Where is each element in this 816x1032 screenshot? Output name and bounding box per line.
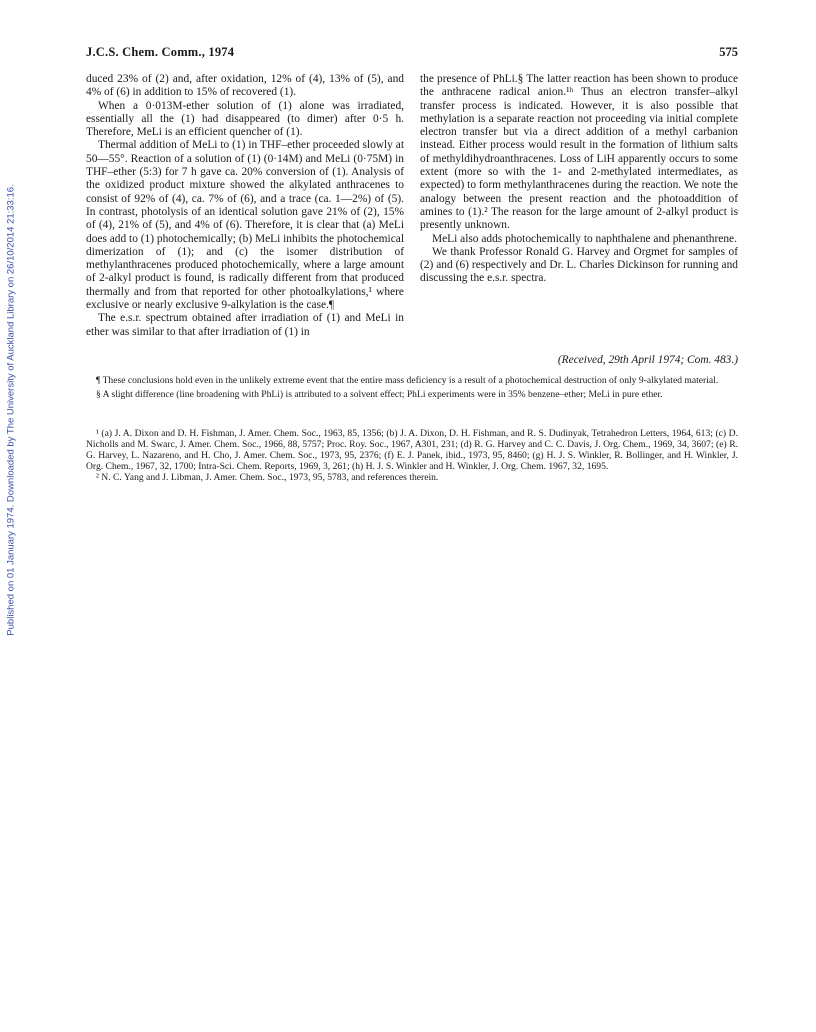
- paragraph: The e.s.r. spectrum obtained after irradiation of (1) and MeLi in ether was similar to that after irradiation of (1) in: [86, 312, 404, 338]
- right-column: [420, 73, 738, 286]
- footnotes: [86, 375, 738, 403]
- references: [86, 428, 738, 483]
- reference: ² N. C. Yang and J. Libman, J. Amer. Chem. Soc., 1973, 95, 5783, and references therein.: [96, 472, 439, 484]
- footnote: ¶ These conclusions hold even in the unlikely extreme event that the entire mass deficiency is a result of a photochemical destruction of only 9-alkylated material.: [96, 375, 719, 386]
- footnote: § A slight difference (line broadening with PhLi) is attributed to a solvent effect; PhLi experiments were in 35% benzene–ether; MeLi in pure ether.: [96, 389, 663, 401]
- paragraph: duced 23% of (2) and, after oxidation, 12% of (4), 13% of (5), and 4% of (6) in addition to 15% of recovered (1).: [86, 73, 404, 99]
- paragraph: Thermal addition of MeLi to (1) in THF–ether proceeded slowly at 50—55°. Reaction of a solution of (1) (0·14M) and MeLi (0·75M) in THF–ether (5:3) for 7 h gave ca. 20% conversion of (1). Analysis of the oxidized product mixture showed the alkylated anthracenes to consist of 92% of (4), ca. 7% of (6), and a trace (ca. 1—2%) of (5). In contrast, photolysis of an identical solution gave 21% of (2), 15% of (4), 21% of (5), and 4% of (6). Therefore, it is clear that (a) MeLi does add to (1) photochemically; (b) MeLi inhibits the photochemical dimerization of (1); and (c) the isomer distribution of methylanthracenes produced photochemically, where a large amount of 2-alkyl product is found, is radically different from that produced thermally and from that reported for other photoalkylations,¹ where exclusive or nearly exclusive 9-alkylation is the case.¶: [86, 139, 404, 312]
- reference: ¹ (a) J. A. Dixon and D. H. Fishman, J. Amer. Chem. Soc., 1963, 85, 1356; (b) J. A. Dixon, D. H. Fishman, and R. S. Dudinyak, Tetrahedron Letters, 1964, 613; (c) D. Nicholls and M. Swarc, J. Amer. Chem. Soc., 1966, 88, 5757; Proc. Roy. Soc., 1967, A301, 231; (d) R. G. Harvey and C. C. Davis, J. Org. Chem., 1969, 34, 3607; (e) R. G. Harvey, L. Nazareno, and H. Cho, J. Amer. Chem. Soc., 1973, 95, 2376; (f) E. J. Panek, ibid., 1973, 95, 8460; (g) H. J. S. Winkler, R. Bollinger, and H. Winkler, J. Org. Chem., 1967, 32, 1700; Intra-Sci. Chem. Reports, 1969, 3, 261; (h) H. J. S. Winkler and H. Winkler, J. Org. Chem. 1967, 32, 1695.: [86, 428, 738, 473]
- paragraph: When a 0·013M-ether solution of (1) alone was irradiated, essentially all the (1) had disappeared (to dimer) after 0·5 h. Therefore, MeLi is an efficient quencher of (1).: [86, 99, 404, 139]
- watermark-text: Published on 01 January 1974. Downloaded by The University of Auckland Library on 26/10/2014 21:33:16.: [5, 184, 17, 636]
- paragraph: MeLi also adds photochemically to naphthalene and phenanthrene.: [432, 232, 737, 245]
- left-column: [86, 73, 404, 339]
- journal-title: J.C.S. Chem. Comm., 1974: [86, 45, 235, 59]
- paragraph: the presence of PhLi.§ The latter reaction has been shown to produce the anthracene radical anion.¹ʰ Thus an electron transfer–alkyl transfer process is indicated. However, it is also possible that methylation is a separate reaction not proceeding via initial complete electron transfer but via a direct addition of a methyl carbanion instead. Either process would result in the formation of lithium salts of methyldihydroanthracenes. Loss of LiH apparently occurs to some extent (more so with the 1- and 2-methylated intermediates, as expected) to form methylanthracenes during the reaction. We note the analogy between the present reaction and the photoaddition of amines to (1).² The reason for the large amount of 2-alkyl product is presently unknown.: [420, 73, 738, 232]
- received-date: (Received, 29th April 1974; Com. 483.): [557, 354, 738, 366]
- acknowledgement: We thank Professor Ronald G. Harvey and Orgmet for samples of (2) and (6) respectively and Dr. L. Charles Dickinson for running and discussing the e.s.r. spectra.: [420, 245, 738, 285]
- download-watermark: [4, 160, 18, 660]
- page-number: 575: [719, 45, 738, 59]
